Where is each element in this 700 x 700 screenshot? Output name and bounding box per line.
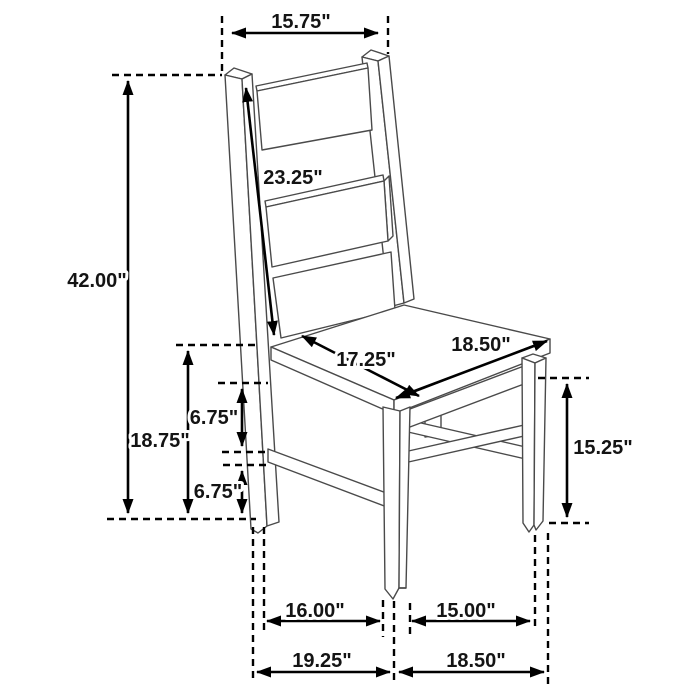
dim-label-seat-width: 18.50" xyxy=(451,334,511,356)
side-stretcher-left xyxy=(268,449,400,512)
dim-base-width xyxy=(399,650,544,672)
dim-base-depth xyxy=(257,650,390,672)
dim-label-seat-height: 18.75" xyxy=(130,430,190,452)
dim-label-base-width: 18.50" xyxy=(446,650,506,672)
dim-label-base-depth: 19.25" xyxy=(292,650,352,672)
dim-label-top-width: 15.75" xyxy=(271,11,331,33)
dim-label-underside-to-floor: 15.25" xyxy=(573,437,633,459)
dim-label-seat-depth: 17.25" xyxy=(336,349,396,371)
backrest-slat-top xyxy=(257,68,372,150)
dim-label-leg-span-left: 16.00" xyxy=(285,600,345,622)
dim-label-backrest-height: 23.25" xyxy=(263,167,323,189)
dim-leg-span-right xyxy=(412,600,530,622)
dim-label-seat-to-stretcher: 6.75" xyxy=(189,407,239,429)
dim-leg-span-left xyxy=(267,600,380,622)
dim-label-overall-height: 42.00" xyxy=(67,270,127,292)
backrest-slat-middle xyxy=(266,181,388,267)
front-right-leg-side xyxy=(534,358,546,530)
dim-underside-to-floor xyxy=(538,378,633,523)
front-right-leg-front xyxy=(522,358,535,532)
front-left-leg-front xyxy=(383,407,400,599)
front-left-leg-side xyxy=(399,407,410,588)
dim-label-stretcher-to-floor: 6.75" xyxy=(193,481,243,503)
dim-label-leg-span-right: 15.00" xyxy=(436,600,496,622)
